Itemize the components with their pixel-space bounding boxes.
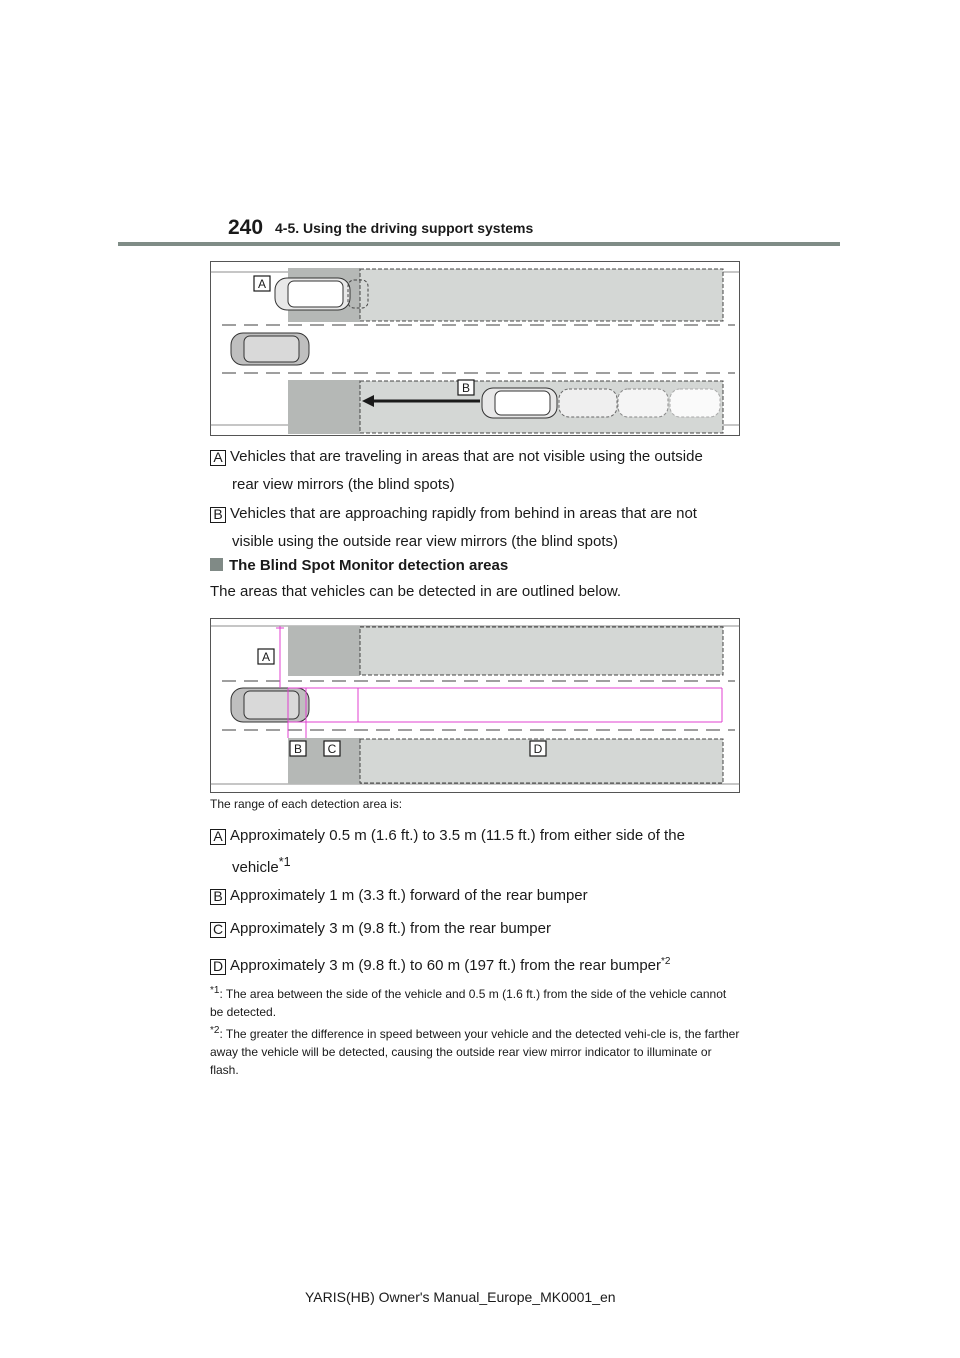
legend-b-line1: Vehicles that are approaching rapidly from behind in areas that are not [230,505,697,522]
range-b-text: Approximately 1 m (3.3 ft.) forward of the rear bumper [230,887,588,904]
range-item-a [210,826,685,846]
footnote-2 [210,1022,742,1079]
footnote-1-mark: *1 [210,985,220,996]
footer: YARIS(HB) Owner's Manual_Europe_MK0001_en [305,1289,616,1305]
section-heading-text: The Blind Spot Monitor detection areas [229,557,509,574]
legend-b-line2: visible using the outside rear view mirrors (the blind spots) [232,533,618,550]
section-heading [210,557,508,574]
badge-b: B [210,507,226,523]
own-car-icon [231,333,309,365]
footnote-2-mark: *2 [210,1025,220,1036]
label-b: B [461,381,471,395]
legend-item-a [210,447,703,467]
own-car-icon-2 [231,688,309,722]
approaching-car-icon [482,388,557,418]
blind-spot-diagram [210,261,740,436]
label-c-2: C [327,742,337,756]
badge-range-a: A [210,829,226,845]
badge-range-b: B [210,889,226,905]
range-item-d [210,952,670,976]
page-number: 240 [228,216,264,239]
label-b-2: B [293,742,303,756]
badge-range-c: C [210,922,226,938]
footnote-ref-1: *1 [278,855,291,869]
legend-a-line1: Vehicles that are traveling in areas that are not visible using the outside [230,448,703,465]
footnote-1 [210,982,742,1021]
range-a-text2: vehicle [232,859,279,876]
range-a-text: Approximately 0.5 m (1.6 ft.) to 3.5 m (11.5 ft.) from either side of the [230,827,685,844]
range-a-line2 [232,855,291,876]
range-item-c [210,919,551,939]
badge-range-d: D [210,959,226,975]
car-top-view [275,278,350,310]
intro-text: The areas that vehicles can be detected in are outlined below. [210,583,622,600]
footnote-2-text: : The greater the difference in speed between your vehicle and the detected vehi-cle is, the farther away the vehicle will be detected, causing the outside rear view mirror indicator to illuminate or flash. [210,1027,740,1077]
label-a-2: A [261,650,271,664]
range-c-text: Approximately 3 m (9.8 ft.) from the rear bumper [230,920,551,937]
range-d-text: Approximately 3 m (9.8 ft.) to 60 m (197 ft.) from the rear bumper [230,957,661,974]
label-a: A [257,277,267,291]
detection-area-diagram [210,618,740,793]
range-intro: The range of each detection area is: [210,797,403,811]
footnote-1-text: : The area between the side of the vehicle and 0.5 m (1.6 ft.) from the side of the vehicle cannot be detected. [210,987,727,1019]
header-rule [118,242,840,246]
label-d-2: D [533,742,543,756]
badge-a: A [210,450,226,466]
section-title: 4-5. Using the driving support systems [275,220,534,236]
heading-bullet [210,558,223,571]
legend-item-b [210,504,697,524]
range-item-b [210,886,588,906]
footnote-ref-2: *2 [661,956,671,967]
legend-a-line2: rear view mirrors (the blind spots) [232,476,455,493]
